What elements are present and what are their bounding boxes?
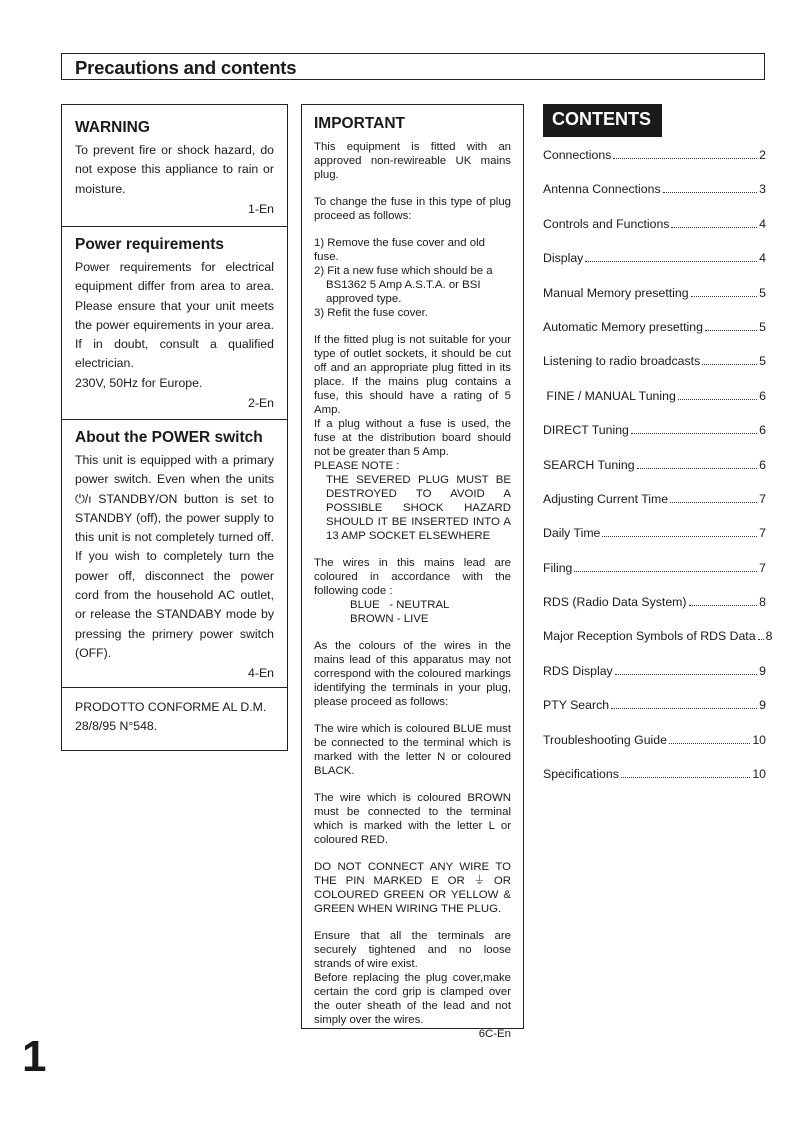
toc-leader [585, 261, 757, 262]
conformity-line-1: PRODOTTO CONFORME AL D.M. [75, 700, 267, 714]
toc-entry[interactable] [543, 492, 766, 526]
toc-entry[interactable] [543, 698, 766, 732]
toc-entry[interactable] [543, 629, 773, 663]
toc-page: 6 [759, 457, 766, 472]
toc-page: 2 [759, 148, 766, 162]
toc-leader [574, 571, 757, 572]
toc-leader [669, 743, 750, 744]
toc-page: 8 [759, 595, 766, 610]
toc-page: 9 [759, 663, 766, 678]
toc-label: Antenna Connections [543, 182, 661, 197]
wire-code-brown: BROWN - LIVE [350, 613, 429, 625]
toc-label: Automatic Memory presetting [543, 319, 703, 334]
toc-leader [758, 639, 764, 640]
toc-leader [613, 158, 757, 159]
toc-entry[interactable] [543, 389, 766, 423]
important-paragraph: Ensure that all the terminals are securely tightened and no loose strands of wire exist. [314, 930, 511, 970]
toc-page: 6 [759, 388, 766, 403]
toc-page: 6 [759, 423, 766, 438]
warning-body: To prevent fire or shock hazard, do not expose this appliance to rain or moisture. [75, 143, 274, 196]
toc-leader [663, 192, 758, 193]
power-requirements-body: Power requirements for electrical equipment differ from area to area. Please ensure that your unit meets the power equirements in your area. If in doubt, consult a qualified electrician. [75, 260, 274, 371]
toc-page: 5 [759, 285, 766, 300]
toc-label: DIRECT Tuning [543, 423, 629, 438]
important-paragraph: Before replacing the plug cover,make certain the cord grip is clamped over the outer sheath of the lead and not simply over the wires. [314, 972, 511, 1026]
toc-label: Troubleshooting Guide [543, 732, 667, 747]
toc-entry[interactable] [543, 251, 766, 285]
toc-label: RDS (Radio Data System) [543, 595, 687, 610]
power-requirements-title: Power requirements [75, 236, 225, 253]
toc-entry[interactable] [543, 595, 766, 629]
toc-page: 9 [759, 698, 766, 713]
severed-plug-note: THE SEVERED PLUG MUST BE DESTROYED TO AVOID A POSSIBLE SHOCK HAZARD SHOULD IT BE INSERTED INTO A 13 AMP SOCKET ELSEWHERE [326, 474, 511, 542]
toc-page: 4 [759, 251, 766, 266]
warning-section [62, 119, 287, 216]
toc-page: 5 [759, 319, 766, 334]
wire-codes [314, 598, 511, 626]
toc-entry[interactable] [543, 148, 766, 182]
toc-label: Major Reception Symbols of RDS Data [543, 629, 756, 644]
toc-label: Manual Memory presetting [543, 285, 689, 300]
toc-page: 7 [759, 526, 766, 541]
toc-label: Listening to radio broadcasts [543, 354, 701, 369]
toc-leader [602, 536, 757, 537]
toc-label: Connections [543, 148, 612, 162]
power-switch-section [62, 429, 287, 680]
toc-label: Daily Time [543, 526, 601, 541]
page-header [61, 53, 765, 80]
toc-leader [670, 502, 757, 503]
important-paragraph: This equipment is fitted with an approved non-rewireable UK mains plug. [314, 141, 511, 181]
toc-entry[interactable] [543, 182, 766, 216]
important-paragraph: DO NOT CONNECT ANY WIRE TO THE PIN MARKED E OR ⏚ OR COLOURED GREEN OR YELLOW & GREEN WHEN WIRING THE PLUG. [314, 861, 511, 915]
important-paragraph: If a plug without a fuse is used, the fuse at the distribution board should not be greater than 5 Amp. [314, 418, 511, 458]
toc-label: RDS Display [543, 663, 613, 678]
toc-entry[interactable] [543, 354, 766, 388]
power-requirements-section [62, 236, 287, 410]
power-requirements-note: 230V, 50Hz for Europe. [75, 375, 203, 390]
toc-entry[interactable] [543, 217, 766, 251]
toc-entry[interactable] [543, 664, 766, 698]
fuse-step: 1) Remove the fuse cover and old fuse. [314, 237, 485, 263]
toc-leader [611, 708, 757, 709]
toc-entry[interactable] [543, 423, 766, 457]
toc-label: SEARCH Tuning [543, 457, 635, 472]
toc-leader [691, 296, 758, 297]
power-requirements-code: 2-En [248, 396, 274, 411]
important-title: IMPORTANT [314, 115, 405, 132]
toc-leader [678, 399, 757, 400]
important-paragraph: As the colours of the wires in the mains lead of this apparatus may not correspond with the coloured markings identifying the terminals in your plug, please proceed as follows: [314, 640, 511, 708]
warning-title: WARNING [75, 119, 150, 136]
table-of-contents [543, 148, 773, 801]
toc-entry[interactable] [543, 458, 766, 492]
please-note-label: PLEASE NOTE : [314, 460, 400, 472]
toc-label: Display [543, 251, 584, 266]
wire-code-blue: BLUE - NEUTRAL [350, 599, 450, 611]
toc-leader [702, 364, 757, 365]
fuse-step: approved type. [326, 293, 402, 305]
power-switch-code: 4-En [248, 666, 274, 681]
toc-page: 7 [759, 491, 766, 506]
important-paragraph: To change the fuse in this type of plug proceed as follows: [314, 196, 511, 222]
toc-label: Adjusting Current Time [543, 491, 669, 506]
toc-entry[interactable] [543, 733, 766, 767]
fuse-step: 3) Refit the fuse cover. [314, 307, 428, 319]
fuse-steps [314, 236, 511, 320]
conformity-section [62, 698, 287, 737]
toc-label: FINE / MANUAL Tuning [543, 388, 676, 403]
contents-title: CONTENTS [543, 104, 662, 137]
toc-page: 7 [759, 560, 766, 575]
important-paragraph: The wires in this mains lead are coloured in accordance with the following code : [314, 557, 511, 597]
toc-page: 10 [752, 767, 766, 782]
divider [62, 419, 287, 420]
divider [62, 687, 287, 688]
power-switch-body: This unit is equipped with a primary power switch. Even when the units ⏻/ı STANDBY/ON button is set to STANDBY (off), the power supply to this unit is not completely turned off. If you wish to completely turn the power off, disconnect the power cord from the household AC outlet, or release the STANDABY mode by pressing the primery power switch (OFF). [75, 453, 274, 660]
toc-page: 8 [765, 629, 773, 644]
important-box [301, 104, 524, 1040]
toc-page: 5 [759, 354, 766, 369]
important-paragraph: The wire which is coloured BROWN must be connected to the terminal which is marked with the letter L or coloured RED. [314, 792, 511, 846]
toc-entry[interactable] [543, 526, 766, 560]
toc-leader [621, 777, 750, 778]
important-code: 6C-En [478, 1028, 511, 1040]
toc-page: 4 [759, 216, 766, 231]
toc-page: 3 [759, 182, 766, 197]
page-number: 1 [22, 1032, 47, 1081]
fuse-step: 2) Fit a new fuse which should be a [314, 265, 493, 277]
toc-label: Specifications [543, 767, 619, 782]
toc-label: Filing [543, 560, 573, 575]
toc-leader [689, 605, 758, 606]
toc-leader [671, 227, 757, 228]
toc-label: Controls and Functions [543, 216, 670, 231]
conformity-line-2: 28/8/95 N°548. [75, 719, 158, 734]
toc-leader [615, 674, 757, 675]
page-title: Precautions and contents [75, 57, 297, 78]
toc-label: PTY Search [543, 698, 610, 713]
toc-leader [637, 468, 758, 469]
toc-page: 10 [752, 732, 766, 747]
important-paragraph: If the fitted plug is not suitable for your type of outlet sockets, it should be cut off and an appropriate plug fitted in its place. If the mains plug contains a fuse, this should have a rating of 5 Amp. [314, 334, 511, 416]
warning-code: 1-En [248, 201, 274, 216]
toc-entry[interactable] [543, 561, 766, 595]
toc-entry[interactable] [543, 767, 766, 801]
fuse-step: BS1362 5 Amp A.S.T.A. or BSI [326, 279, 481, 291]
toc-entry[interactable] [543, 286, 766, 320]
toc-leader [705, 330, 757, 331]
power-switch-title: About the POWER switch [75, 429, 263, 446]
toc-entry[interactable] [543, 320, 766, 354]
important-paragraph: The wire which is coloured BLUE must be connected to the terminal which is marked with the letter N or coloured BLACK. [314, 723, 511, 777]
divider [62, 226, 287, 227]
toc-leader [631, 433, 757, 434]
precautions-box [61, 104, 288, 751]
